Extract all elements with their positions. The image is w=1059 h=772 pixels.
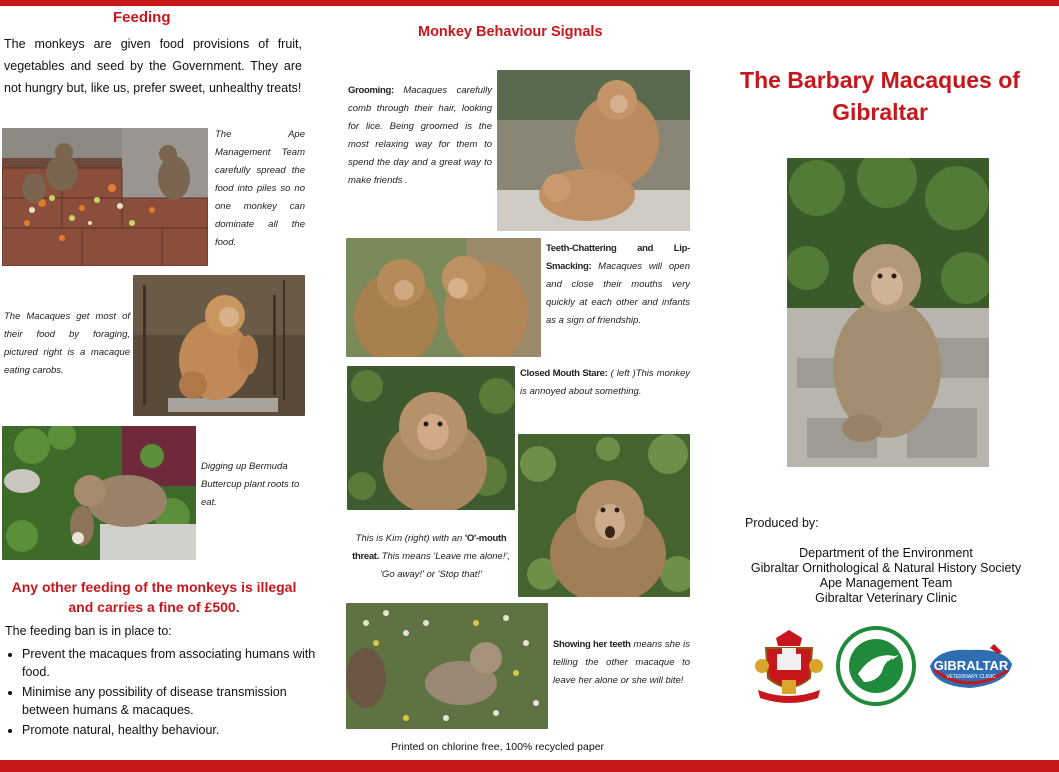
o-mouth-title: 'O'-mouth threat.	[352, 533, 507, 562]
teeth-chattering-title: Teeth-Chattering and Lip-Smacking:	[546, 243, 690, 272]
grooming-text: Macaques carefully comb through their hair, looking for lice. Being groomed is the most relaxing way for them to spend the day and a great way to make friends .	[348, 85, 492, 186]
caption-foraging: The Macaques get most of their food by foraging, pictured right is a macaque eating carobs.	[4, 311, 130, 376]
gonhs-logo-text	[836, 626, 916, 706]
photo-cover-macaque	[787, 158, 989, 467]
showing-teeth-text: means she is telling the other macaque to leave her alone or she will bite!	[553, 639, 690, 686]
o-mouth-pre: This is Kim (right) with an	[355, 533, 465, 544]
producer-item: Gibraltar Ornithological & Natural History Society	[750, 561, 1022, 575]
gonhs-logo	[836, 626, 916, 706]
caption-food-piles: The Ape Management Team carefully spread the food into piles so no one monkey can dominate all the food.	[215, 129, 305, 248]
brochure-title: The Barbary Macaques of Gibraltar	[740, 67, 1020, 125]
producer-item: Gibraltar Veterinary Clinic	[815, 591, 957, 605]
photo-digging-roots	[2, 426, 196, 560]
ban-list	[4, 645, 322, 741]
closed-mouth-stare-text: ( left )This monkey is annoyed about something.	[520, 368, 690, 397]
producer-item: Ape Management Team	[819, 576, 953, 590]
photo-o-mouth-threat	[518, 434, 690, 597]
vet-logo-name: GIBRALTAR	[933, 658, 1009, 673]
ban-intro: The feeding ban is in place to:	[5, 624, 172, 638]
photo-grooming	[497, 70, 690, 231]
recycled-paper-note: Printed on chlorine free, 100% recycled paper	[391, 741, 605, 753]
ban-item: • Promote natural, healthy behaviour.	[22, 721, 322, 739]
feeding-intro: The monkeys are given food provisions of fruit, vegetables and seed by the Government. They are not hungry but, like us, prefer sweet, unhealthy treats!	[4, 37, 302, 95]
photo-foraging-macaque	[133, 275, 305, 416]
gibraltar-veterinary-clinic-logo	[924, 640, 1016, 696]
o-mouth-text: This means 'Leave me alone!', 'Go away!' or 'Stop that!'	[379, 551, 510, 580]
showing-teeth-title: Showing her teeth	[553, 639, 631, 650]
closed-mouth-stare-title: Closed Mouth Stare:	[520, 368, 608, 379]
photo-showing-teeth	[346, 603, 548, 729]
teeth-chattering-caption	[546, 240, 690, 330]
ban-item: • Prevent the macaques from associating humans with food.	[22, 645, 322, 681]
producers-list	[735, 546, 1037, 606]
o-mouth-caption	[348, 530, 514, 584]
producer-item: Department of the Environment	[799, 546, 973, 560]
showing-teeth-caption	[553, 636, 690, 690]
vet-logo-subtitle: VETERINARY CLINIC	[946, 674, 996, 680]
ban-item: • Minimise any possibility of disease transmission between humans & macaques.	[22, 683, 322, 719]
grooming-caption	[348, 82, 492, 190]
feeding-heading: Feeding	[113, 9, 171, 26]
top-border-bar	[0, 0, 1059, 6]
photo-food-piles	[2, 128, 208, 266]
closed-mouth-stare-caption	[520, 365, 690, 401]
behaviour-heading: Monkey Behaviour Signals	[418, 24, 603, 40]
feeding-fine-warning: Any other feeding of the monkeys is illegal and carries a fine of £500.	[11, 579, 297, 615]
teeth-chattering-text: Macaques will open and close their mouths very quickly at each other and infants as a sign of friendship.	[546, 261, 690, 326]
caption-digging: Digging up Bermuda Buttercup plant roots to eat.	[201, 461, 300, 508]
grooming-title: Grooming:	[348, 85, 394, 96]
produced-by-label: Produced by:	[745, 516, 819, 530]
photo-closed-mouth-stare	[347, 366, 515, 510]
bottom-border-bar	[0, 760, 1059, 772]
gibraltar-coat-of-arms-logo	[752, 626, 826, 706]
photo-teeth-chattering	[346, 238, 541, 357]
